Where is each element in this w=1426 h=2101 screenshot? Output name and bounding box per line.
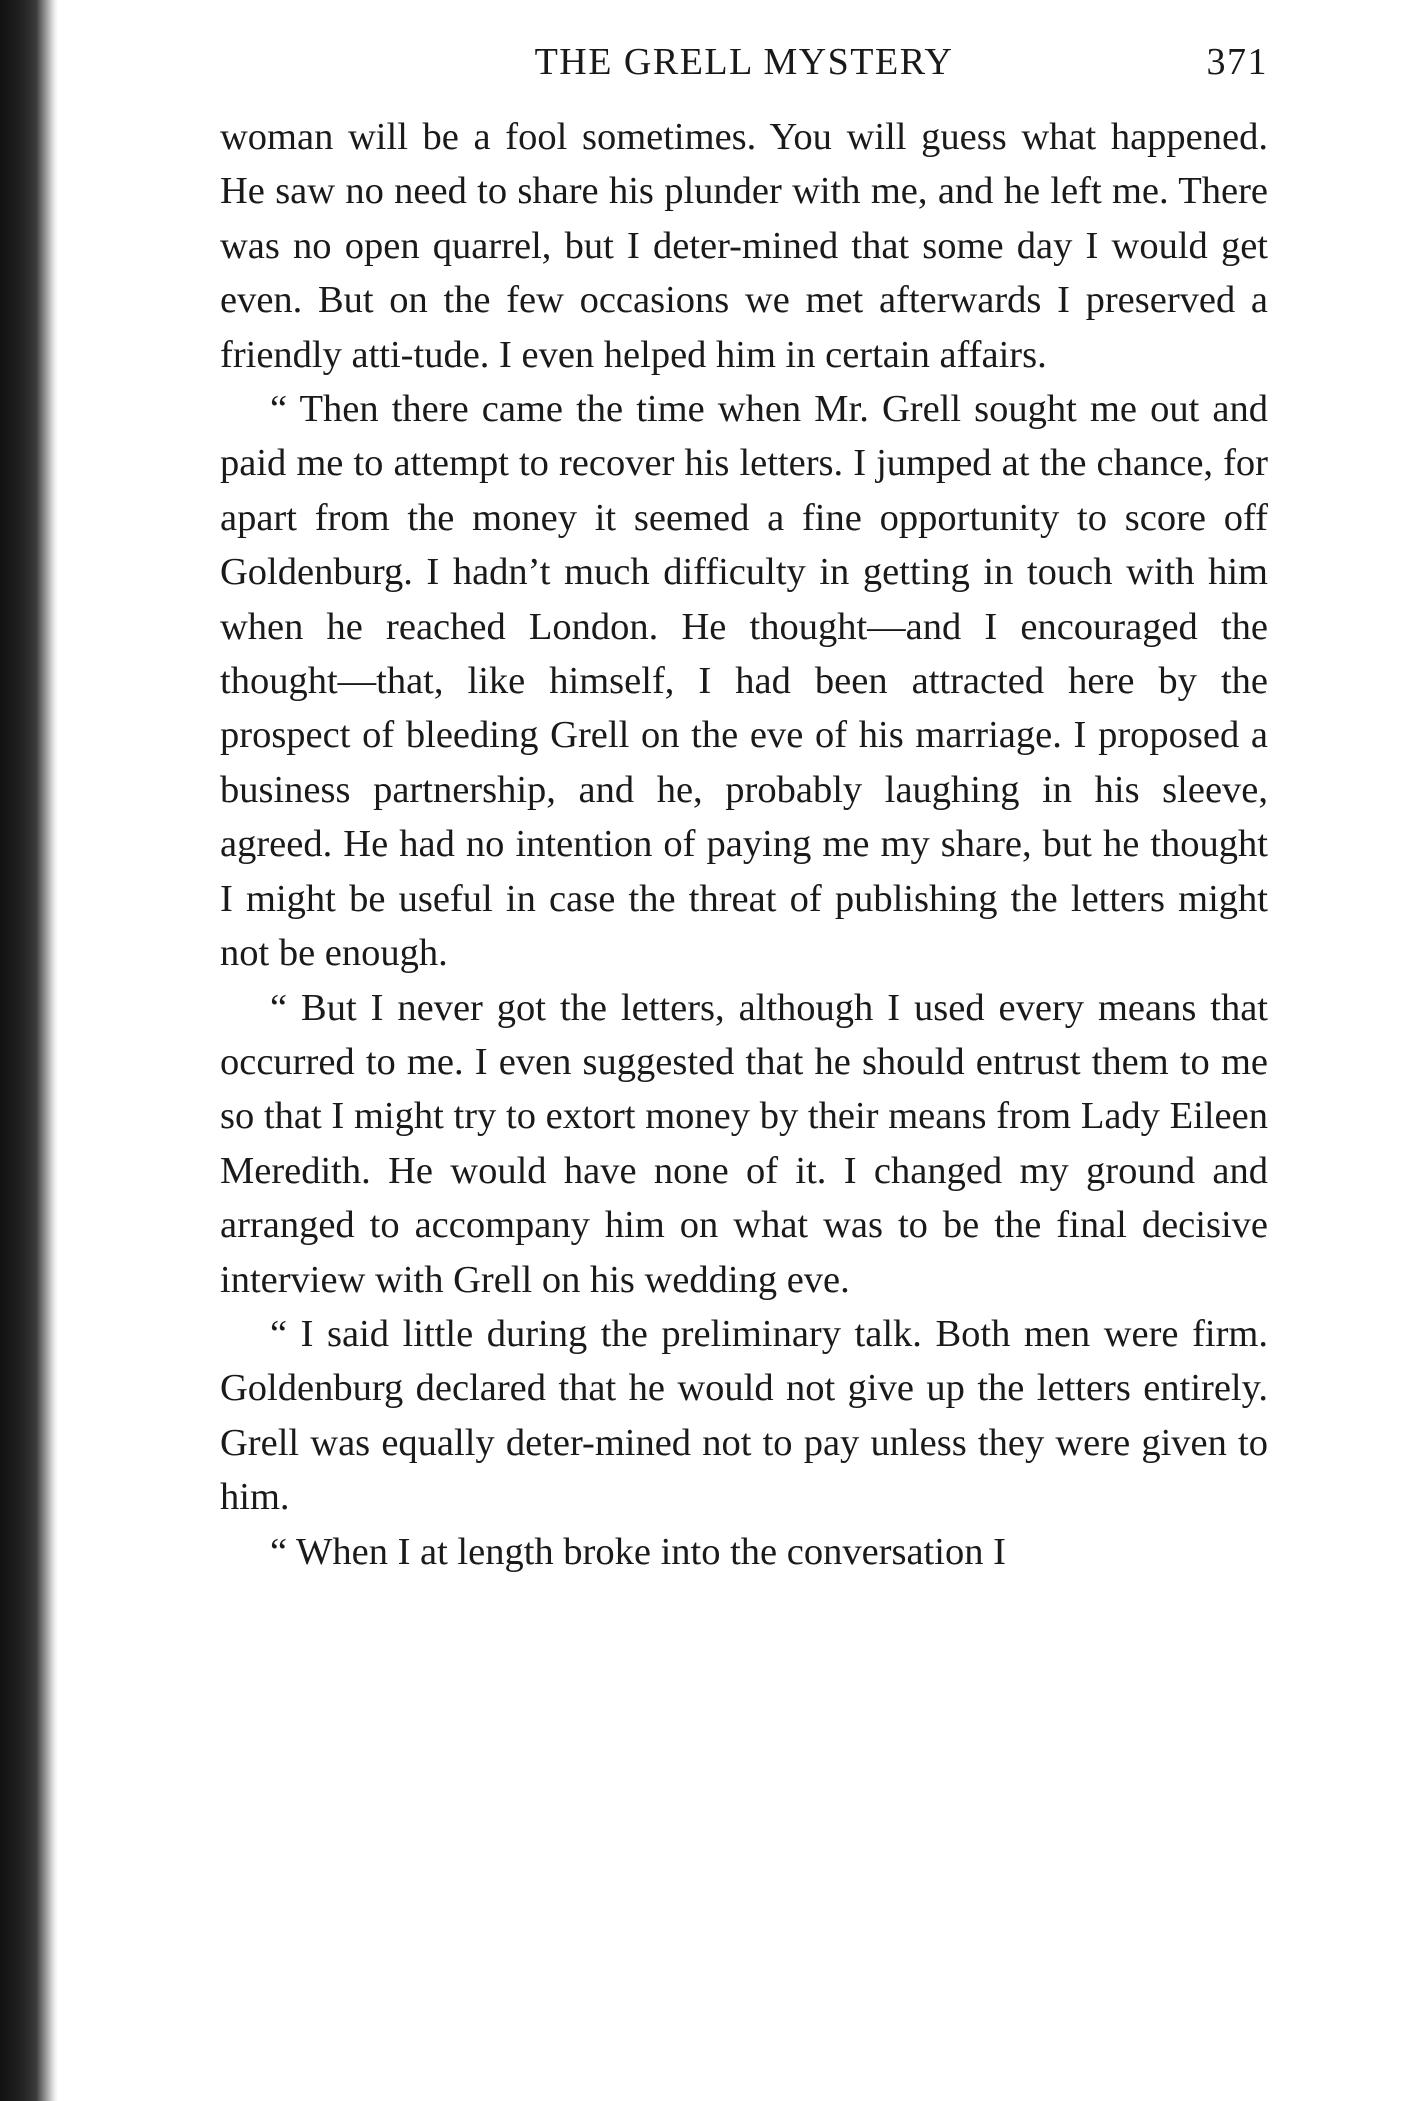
- paragraph: “ Then there came the time when Mr. Grell sought me out and paid me to attempt to recover his letters. I jumped at the chance, for apart from the money it seemed a fine opportunity to score off Goldenburg. I hadn’t much difficulty in getting in touch with him when he reached London. He thought—and I encouraged the thought—that, like himself, I had been attracted here by the prospect of bleeding Grell on the eve of his marriage. I proposed a business partnership, and he, probably laughing in his sleeve, agreed. He had no intention of paying me my share, but he thought I might be useful in case the threat of publishing the letters might not be enough.: [220, 388, 1268, 975]
- body-text: [220, 110, 1268, 1579]
- paragraph: “ I said little during the preliminary talk. Both men were firm. Goldenburg declared that he would not give up the letters entirely. Grell was equally deter-mined not to pay unless they were given to him.: [220, 1312, 1268, 1519]
- running-title: THE GRELL MYSTERY: [534, 41, 954, 83]
- paragraph: “ When I at length broke into the conversation I: [270, 1530, 1006, 1573]
- book-page: [220, 40, 1268, 1579]
- page-number: 371: [1206, 41, 1268, 83]
- running-header: [220, 40, 1268, 110]
- paragraph-continued: woman will be a fool sometimes. You will guess what happened. He saw no need to share his plunder with me, and he left me. There was no open quarrel, but I deter-mined that some day I would get even. But on the few occasions we met afterwards I preserved a friendly atti-tude. I even helped him in certain affairs.: [220, 116, 1268, 376]
- paragraph: “ But I never got the letters, although I used every means that occurred to me. I even suggested that he should entrust them to me so that I might try to extort money by their means from Lady Eileen Meredith. He would have none of it. I changed my ground and arranged to accompany him on what was to be the final decisive interview with Grell on his wedding eve.: [220, 986, 1268, 1301]
- book-binding-edge: [0, 0, 58, 2101]
